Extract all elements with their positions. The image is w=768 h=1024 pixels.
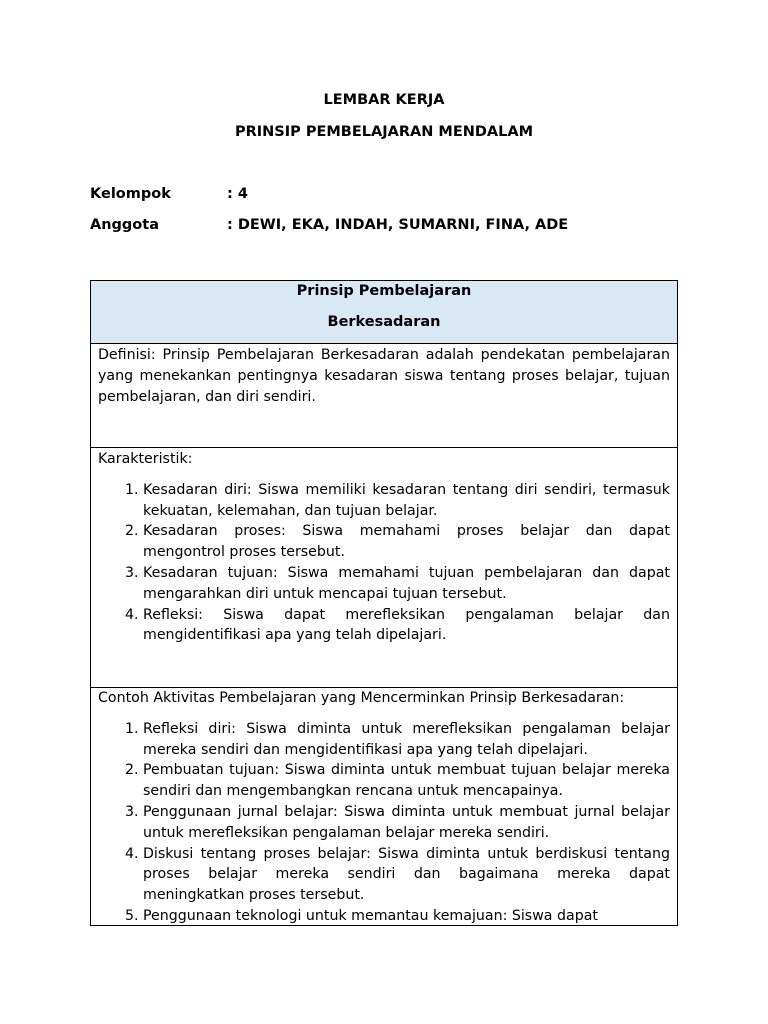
document-subtitle: PRINSIP PEMBELAJARAN MENDALAM [234,124,534,140]
principle-table [90,280,678,926]
anggota-value: : DEWI, EKA, INDAH, SUMARNI, FINA, ADE [227,217,569,233]
table-header-line1: Prinsip Pembelajaran [296,283,472,299]
anggota-label: Anggota [90,217,159,233]
characteristics-title: Karakteristik: [98,451,193,467]
list-item: 4. Refleksi: Siswa dapat merefleksikan pengalaman belajar dan mengidentifikasi apa yang telah dipelajari. [143,605,670,647]
table-header [91,281,677,344]
list-item: 3. Penggunaan jurnal belajar: Siswa diminta untuk membuat jurnal belajar untuk merefleksikan pengalaman belajar mereka sendiri. [143,802,670,844]
table-header-line2: Berkesadaran [327,314,441,330]
list-item: 4. Diskusi tentang proses belajar: Siswa diminta untuk berdiskusi tentang proses belajar mereka sendiri dan bagaimana mereka dapat meningkatkan proses tersebut. [143,844,670,906]
activities-list [98,719,670,926]
activities-title: Contoh Aktivitas Pembelajaran yang Mencerminkan Prinsip Berkesadaran: [98,690,625,706]
anggota-row [90,217,568,233]
list-item: 2. Kesadaran proses: Siswa memahami proses belajar dan dapat mengontrol proses tersebut. [143,521,670,563]
definition-cell [91,344,677,448]
list-item: 3. Kesadaran tujuan: Siswa memahami tujuan pembelajaran dan dapat mengarahkan diri untuk mencapai tujuan tersebut. [143,563,670,605]
kelompok-label: Kelompok [90,186,171,202]
list-item: 5. Penggunaan teknologi untuk memantau kemajuan: Siswa dapat [143,906,670,926]
characteristics-cell [91,448,677,688]
kelompok-row [90,186,248,202]
document-title: LEMBAR KERJA [323,92,445,108]
activities-cell [91,688,677,926]
kelompok-value: : 4 [227,186,248,202]
definition-text: Definisi: Prinsip Pembelajaran Berkesadaran adalah pendekatan pembelajaran yang menekankan pentingnya kesadaran siswa tentang proses belajar, tujuan pembelajaran, dan diri sendiri. [98,347,670,405]
list-item: 1. Kesadaran diri: Siswa memiliki kesadaran tentang diri sendiri, termasuk kekuatan, kelemahan, dan tujuan belajar. [143,480,670,522]
list-item: 1. Refleksi diri: Siswa diminta untuk merefleksikan pengalaman belajar mereka sendiri dan mengidentifikasi apa yang telah dipelajari. [143,719,670,761]
characteristics-list [98,480,670,646]
list-item: 2. Pembuatan tujuan: Siswa diminta untuk membuat tujuan belajar mereka sendiri dan mengembangkan rencana untuk mencapainya. [143,760,670,802]
